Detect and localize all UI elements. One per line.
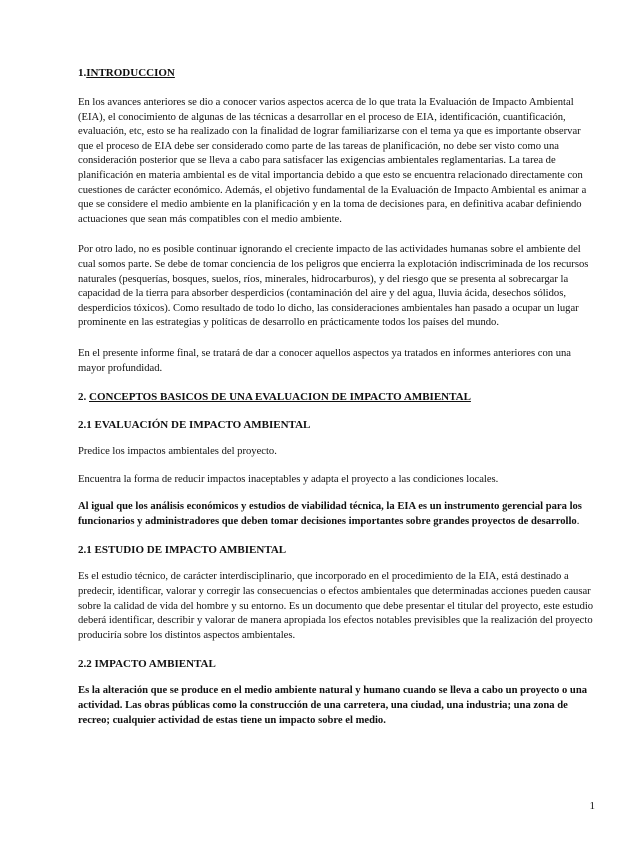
- section-2-number: 2.: [78, 391, 87, 404]
- eia-paragraph-2: Encuentra la forma de reducir impactos inaceptables y adapta el proyecto a las condiciones locales.: [78, 473, 499, 485]
- estudio-paragraph: Es el estudio técnico, de carácter interdisciplinario, que incorporado en el procedimiento de la EIA, está destinado a predecir, identificar, valorar y corregir las consecuencias o efectos ambientales que determinadas acciones pueden causar sobre la calidad de vida del hombre y su entorno. Es un documento que debe presentar el titular del proyecto, este estudio deberá identificar, describir y valorar de manera apropiada los efectos notables previsibles que la realización del proyecto produciría sobre los distintos aspectos ambientales.: [78, 571, 594, 641]
- section-2-1-heading: 2.1 EVALUACIÓN DE IMPACTO AMBIENTAL: [78, 419, 311, 432]
- section-1-title: INTRODUCCION: [86, 67, 175, 79]
- eia-paragraph-1: Predice los impactos ambientales del proyecto.: [78, 446, 277, 458]
- impacto-bold-paragraph: Es la alteración que se produce en el medio ambiente natural y humano cuando se lleva a cabo un proyecto o una actividad. Las obras públicas como la construcción de una carretera, una ciudad, una industria; una zona de recreo; cualquier actividad de estas tiene un impacto sobre el medio.: [78, 685, 588, 726]
- section-1-number: 1.: [78, 67, 87, 79]
- intro-paragraph-3: En el presente informe final, se tratará de dar a conocer aquellos aspectos ya tratados en informes anteriores con una mayor profundidad.: [78, 347, 571, 374]
- intro-paragraph-1: En los avances anteriores se dio a conocer varios aspectos acerca de lo que trata la Evaluación de Impacto Ambiental (EIA), el conocimiento de algunas de las técnicas a desarrollar en el proceso de EIA, identificación, cuantificación, evaluación, etc, esto se ha realizado con la finalidad de lograr familiarizarse con el tema ya que es importante observar que el proceso de EIA debe ser considerado como parte de las tareas de planificación, no debe ser visto como una consideración posterior que se lleva a cabo para satisfacer las exigencias ambientales reglamentarias. La tarea de planificación en materia ambiental es de vital importancia debido a que esto se encuentra relacionado directamente con cuestiones de carácter económico. Además, el objetivo fundamental de la Evaluación de Impacto Ambiental es animar a que se considere el medio ambiente en la planificación y en la toma de decisiones para, en definitiva acabar definiendo actuaciones que sean más compatibles con el medio ambiente.: [78, 97, 587, 225]
- section-1-heading: [78, 66, 598, 80]
- eia-bold-paragraph: Al igual que los análisis económicos y estudios de viabilidad técnica, la EIA es un instrumento gerencial para los funcionarios y administradores que deben tomar decisiones importantes sobre grandes proyectos de desarrollo.: [78, 501, 582, 527]
- section-2-2-heading: 2.2 IMPACTO AMBIENTAL: [78, 658, 216, 671]
- document-page: [78, 66, 598, 728]
- section-2-1b-heading: 2.1 ESTUDIO DE IMPACTO AMBIENTAL: [78, 544, 287, 557]
- eia-bold-text: Al igual que los análisis económicos y estudios de viabilidad técnica, la EIA es un instrumento gerencial para los funcionarios y administradores que deben tomar decisiones importantes sobre grandes proyectos de desarrollo: [78, 501, 582, 527]
- page-number: 1: [589, 800, 595, 812]
- intro-paragraph-2: Por otro lado, no es posible continuar ignorando el creciente impacto de las actividades humanas sobre el ambiente del cual somos parte. Se debe de tomar conciencia de los peligros que encierra la explotación indiscriminada de los recursos naturales (pesquerías, bosques, suelos, ríos, minerales, hidrocarburos), y del riesgo que se presenta al sobrecargar la capacidad de la tierra para absorber desperdicios (contaminación del aire y del agua, lluvia ácida, desechos sólidos, desperdicios tóxicos). Como resultado de todo lo dicho, las consideraciones ambientales han pasado a ocupar un lugar prominente en las estrategias y políticas de desarrollo en prácticamente todos los países del mundo.: [78, 244, 589, 329]
- section-2-title: CONCEPTOS BASICOS DE UNA EVALUACION DE IMPACTO AMBIENTAL: [89, 391, 471, 404]
- section-2-heading: [78, 390, 598, 404]
